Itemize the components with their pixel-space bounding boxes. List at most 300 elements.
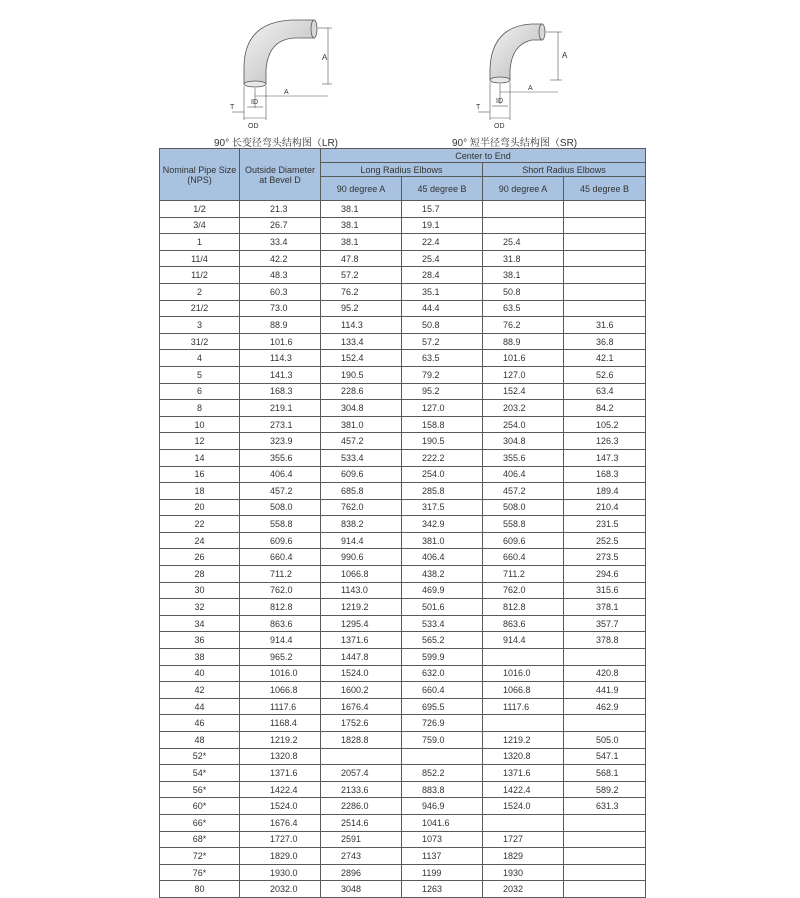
cell-sr-45: 315.6: [564, 582, 646, 599]
cell-outside-diameter: 406.4: [240, 466, 321, 483]
cell-outside-diameter: 73.0: [240, 300, 321, 317]
cell-nps: 54*: [160, 765, 240, 782]
table-row: [160, 483, 646, 500]
cell-outside-diameter: 1676.4: [240, 814, 321, 831]
cell-sr-90: 711.2: [483, 566, 564, 583]
cell-lr-45: 15.7: [402, 201, 483, 218]
cell-sr-45: 378.1: [564, 599, 646, 616]
cell-lr-45: 22.4: [402, 234, 483, 251]
cell-outside-diameter: 1727.0: [240, 831, 321, 848]
cell-sr-90: 812.8: [483, 599, 564, 616]
table-row: [160, 599, 646, 616]
table-row: [160, 615, 646, 632]
cell-lr-90: 2591: [321, 831, 402, 848]
cell-nps: 8: [160, 400, 240, 417]
cell-lr-45: 25.4: [402, 250, 483, 267]
cell-lr-45: 254.0: [402, 466, 483, 483]
cell-lr-90: 1752.6: [321, 715, 402, 732]
cell-lr-90: 609.6: [321, 466, 402, 483]
cell-lr-90: 1066.8: [321, 566, 402, 583]
cell-sr-45: 147.3: [564, 449, 646, 466]
cell-sr-45: 36.8: [564, 333, 646, 350]
cell-lr-45: 158.8: [402, 416, 483, 433]
table-row: [160, 217, 646, 234]
table-row: [160, 250, 646, 267]
cell-nps: 26: [160, 549, 240, 566]
cell-lr-90: 57.2: [321, 267, 402, 284]
cell-sr-90: 101.6: [483, 350, 564, 367]
cell-nps: 3: [160, 317, 240, 334]
cell-sr-90: 1371.6: [483, 765, 564, 782]
header-sr-45-degree: 45 degree B: [564, 177, 646, 201]
cell-sr-90: 31.8: [483, 250, 564, 267]
cell-sr-90: 1117.6: [483, 698, 564, 715]
dimension-id-label: ID: [251, 99, 258, 106]
cell-sr-90: 609.6: [483, 532, 564, 549]
cell-outside-diameter: 762.0: [240, 582, 321, 599]
cell-lr-45: 726.9: [402, 715, 483, 732]
cell-sr-45: 63.4: [564, 383, 646, 400]
cell-sr-45: 31.6: [564, 317, 646, 334]
cell-nps: 20: [160, 499, 240, 516]
cell-nps: 18: [160, 483, 240, 500]
cell-outside-diameter: 558.8: [240, 516, 321, 533]
table-row: [160, 449, 646, 466]
cell-lr-45: 1073: [402, 831, 483, 848]
cell-sr-90: 1219.2: [483, 732, 564, 749]
table-row: [160, 798, 646, 815]
cell-lr-45: 63.5: [402, 350, 483, 367]
cell-sr-45: 441.9: [564, 682, 646, 699]
cell-sr-45: [564, 234, 646, 251]
table-row: [160, 814, 646, 831]
cell-lr-45: 95.2: [402, 383, 483, 400]
cell-lr-45: 285.8: [402, 483, 483, 500]
cell-sr-90: [483, 715, 564, 732]
header-nps: Nominal Pipe Size (NPS): [160, 149, 240, 201]
cell-nps: 42: [160, 682, 240, 699]
cell-lr-90: 2743: [321, 848, 402, 865]
cell-lr-90: 133.4: [321, 333, 402, 350]
cell-sr-45: 462.9: [564, 698, 646, 715]
cell-outside-diameter: 1422.4: [240, 781, 321, 798]
cell-lr-45: 695.5: [402, 698, 483, 715]
cell-outside-diameter: 914.4: [240, 632, 321, 649]
cell-lr-45: [402, 748, 483, 765]
cell-outside-diameter: 609.6: [240, 532, 321, 549]
cell-outside-diameter: 33.4: [240, 234, 321, 251]
cell-lr-45: 406.4: [402, 549, 483, 566]
header-outside-diameter: Outside Diameter at Bevel D: [240, 149, 321, 201]
cell-sr-45: [564, 267, 646, 284]
cell-nps: 76*: [160, 864, 240, 881]
cell-nps: 46: [160, 715, 240, 732]
cell-outside-diameter: 2032.0: [240, 881, 321, 898]
cell-sr-90: 38.1: [483, 267, 564, 284]
cell-lr-45: 28.4: [402, 267, 483, 284]
cell-lr-45: 1263: [402, 881, 483, 898]
cell-sr-45: 210.4: [564, 499, 646, 516]
table-row: [160, 732, 646, 749]
sr-dimension-t-label: T: [476, 104, 481, 111]
sr-dimension-a-label: A: [562, 51, 568, 60]
cell-outside-diameter: 457.2: [240, 483, 321, 500]
dimension-a-bottom-label: A: [284, 89, 289, 96]
cell-lr-90: 95.2: [321, 300, 402, 317]
header-short-radius: Short Radius Elbows: [483, 163, 646, 177]
header-lr-45-degree: 45 degree B: [402, 177, 483, 201]
table-row: [160, 765, 646, 782]
cell-sr-45: [564, 283, 646, 300]
cell-sr-90: 63.5: [483, 300, 564, 317]
table-row: [160, 466, 646, 483]
table-row: [160, 366, 646, 383]
sr-dimension-od-label: OD: [494, 123, 505, 130]
cell-lr-90: 990.6: [321, 549, 402, 566]
cell-lr-90: 1600.2: [321, 682, 402, 699]
elbow-dimension-table: [159, 148, 646, 898]
cell-nps: 1/2: [160, 201, 240, 218]
table-row: [160, 317, 646, 334]
cell-outside-diameter: 114.3: [240, 350, 321, 367]
cell-lr-45: 1041.6: [402, 814, 483, 831]
cell-sr-45: 42.1: [564, 350, 646, 367]
table-row: [160, 416, 646, 433]
cell-lr-45: 1137: [402, 848, 483, 865]
table-row: [160, 300, 646, 317]
table-row: [160, 532, 646, 549]
cell-sr-90: 355.6: [483, 449, 564, 466]
cell-sr-90: [483, 814, 564, 831]
header-long-radius: Long Radius Elbows: [321, 163, 483, 177]
cell-sr-45: 505.0: [564, 732, 646, 749]
cell-sr-45: [564, 864, 646, 881]
cell-outside-diameter: 42.2: [240, 250, 321, 267]
cell-sr-45: [564, 201, 646, 218]
cell-lr-45: 79.2: [402, 366, 483, 383]
cell-lr-90: 38.1: [321, 201, 402, 218]
table-row: [160, 881, 646, 898]
cell-nps: 30: [160, 582, 240, 599]
cell-lr-45: 660.4: [402, 682, 483, 699]
cell-nps: 38: [160, 649, 240, 666]
cell-nps: 22: [160, 516, 240, 533]
cell-lr-90: 1828.8: [321, 732, 402, 749]
cell-lr-45: 759.0: [402, 732, 483, 749]
cell-lr-90: 1371.6: [321, 632, 402, 649]
cell-lr-45: 565.2: [402, 632, 483, 649]
cell-sr-90: 50.8: [483, 283, 564, 300]
table-row: [160, 333, 646, 350]
cell-nps: 32: [160, 599, 240, 616]
cell-nps: 28: [160, 566, 240, 583]
table-row: [160, 516, 646, 533]
cell-sr-90: 457.2: [483, 483, 564, 500]
cell-sr-90: 127.0: [483, 366, 564, 383]
table-row: [160, 400, 646, 417]
cell-outside-diameter: 355.6: [240, 449, 321, 466]
cell-outside-diameter: 60.3: [240, 283, 321, 300]
table-row: [160, 234, 646, 251]
cell-outside-diameter: 88.9: [240, 317, 321, 334]
cell-sr-45: [564, 848, 646, 865]
cell-lr-90: 1295.4: [321, 615, 402, 632]
cell-lr-90: 1524.0: [321, 665, 402, 682]
cell-sr-45: 547.1: [564, 748, 646, 765]
table-row: [160, 383, 646, 400]
table-row: [160, 549, 646, 566]
long-radius-elbow-drawing: [222, 8, 352, 132]
table-row: [160, 848, 646, 865]
header-lr-90-degree: 90 degree A: [321, 177, 402, 201]
cell-nps: 80: [160, 881, 240, 898]
cell-outside-diameter: 323.9: [240, 433, 321, 450]
cell-sr-90: 152.4: [483, 383, 564, 400]
cell-nps: 5: [160, 366, 240, 383]
table-row: [160, 632, 646, 649]
cell-lr-45: 317.5: [402, 499, 483, 516]
cell-nps: 10: [160, 416, 240, 433]
cell-sr-90: 1930: [483, 864, 564, 881]
cell-lr-90: 685.8: [321, 483, 402, 500]
table-row: [160, 283, 646, 300]
table-row: [160, 582, 646, 599]
cell-lr-45: 35.1: [402, 283, 483, 300]
cell-sr-90: 508.0: [483, 499, 564, 516]
cell-sr-45: 568.1: [564, 765, 646, 782]
cell-sr-45: [564, 814, 646, 831]
dimension-od-label: OD: [248, 123, 259, 130]
cell-lr-45: 127.0: [402, 400, 483, 417]
table-row: [160, 715, 646, 732]
cell-nps: 60*: [160, 798, 240, 815]
cell-sr-90: [483, 201, 564, 218]
cell-lr-90: 152.4: [321, 350, 402, 367]
cell-outside-diameter: 1117.6: [240, 698, 321, 715]
cell-lr-90: 2286.0: [321, 798, 402, 815]
cell-nps: 16: [160, 466, 240, 483]
cell-sr-45: 189.4: [564, 483, 646, 500]
cell-sr-90: 1727: [483, 831, 564, 848]
cell-sr-90: 203.2: [483, 400, 564, 417]
cell-nps: 11/2: [160, 267, 240, 284]
short-radius-elbow-diagram: [470, 8, 580, 137]
cell-lr-90: 914.4: [321, 532, 402, 549]
cell-outside-diameter: 273.1: [240, 416, 321, 433]
cell-outside-diameter: 863.6: [240, 615, 321, 632]
cell-lr-90: 76.2: [321, 283, 402, 300]
cell-outside-diameter: 660.4: [240, 549, 321, 566]
cell-sr-90: 558.8: [483, 516, 564, 533]
cell-sr-90: 660.4: [483, 549, 564, 566]
cell-lr-90: 38.1: [321, 217, 402, 234]
cell-sr-90: 762.0: [483, 582, 564, 599]
table-row: [160, 682, 646, 699]
cell-sr-45: [564, 715, 646, 732]
cell-nps: 48: [160, 732, 240, 749]
cell-lr-45: 883.8: [402, 781, 483, 798]
cell-outside-diameter: 1371.6: [240, 765, 321, 782]
cell-sr-90: [483, 649, 564, 666]
cell-outside-diameter: 1524.0: [240, 798, 321, 815]
cell-sr-45: 126.3: [564, 433, 646, 450]
cell-nps: 11/4: [160, 250, 240, 267]
cell-lr-90: 47.8: [321, 250, 402, 267]
cell-sr-45: 84.2: [564, 400, 646, 417]
cell-nps: 44: [160, 698, 240, 715]
cell-sr-45: 294.6: [564, 566, 646, 583]
cell-outside-diameter: 219.1: [240, 400, 321, 417]
cell-outside-diameter: 1930.0: [240, 864, 321, 881]
cell-sr-45: [564, 831, 646, 848]
long-radius-caption: 90° 长变径弯头结构图（LR): [214, 138, 339, 149]
table-row: [160, 665, 646, 682]
cell-sr-90: 304.8: [483, 433, 564, 450]
cell-sr-90: 254.0: [483, 416, 564, 433]
table-row: [160, 748, 646, 765]
cell-lr-90: 38.1: [321, 234, 402, 251]
short-radius-caption: 90° 短半径弯头结构图（SR): [452, 138, 578, 149]
cell-lr-90: 533.4: [321, 449, 402, 466]
cell-lr-90: 838.2: [321, 516, 402, 533]
cell-sr-45: 420.8: [564, 665, 646, 682]
dimension-a-label: A: [322, 53, 328, 62]
table-row: [160, 267, 646, 284]
table-row: [160, 698, 646, 715]
cell-lr-45: 190.5: [402, 433, 483, 450]
cell-lr-90: 2896: [321, 864, 402, 881]
cell-lr-90: 457.2: [321, 433, 402, 450]
cell-lr-90: 228.6: [321, 383, 402, 400]
cell-outside-diameter: 1016.0: [240, 665, 321, 682]
cell-sr-45: 105.2: [564, 416, 646, 433]
cell-lr-90: 304.8: [321, 400, 402, 417]
cell-sr-45: 631.3: [564, 798, 646, 815]
table-row: [160, 433, 646, 450]
table-row: [160, 350, 646, 367]
sr-dimension-a-bottom-label: A: [528, 85, 533, 92]
cell-lr-90: 2514.6: [321, 814, 402, 831]
dimension-t-label: T: [230, 104, 235, 111]
cell-sr-90: [483, 217, 564, 234]
cell-outside-diameter: 711.2: [240, 566, 321, 583]
cell-sr-45: 231.5: [564, 516, 646, 533]
cell-outside-diameter: 1066.8: [240, 682, 321, 699]
cell-sr-45: 378.8: [564, 632, 646, 649]
cell-lr-90: 2133.6: [321, 781, 402, 798]
cell-nps: 24: [160, 532, 240, 549]
cell-sr-45: [564, 881, 646, 898]
short-radius-elbow-drawing: [470, 8, 580, 132]
cell-nps: 2: [160, 283, 240, 300]
cell-sr-90: 406.4: [483, 466, 564, 483]
cell-lr-90: 1219.2: [321, 599, 402, 616]
cell-lr-90: 1676.4: [321, 698, 402, 715]
table-row: [160, 781, 646, 798]
cell-lr-45: 599.9: [402, 649, 483, 666]
cell-lr-90: 190.5: [321, 366, 402, 383]
cell-nps: 36: [160, 632, 240, 649]
cell-sr-90: 76.2: [483, 317, 564, 334]
cell-outside-diameter: 965.2: [240, 649, 321, 666]
cell-outside-diameter: 141.3: [240, 366, 321, 383]
cell-lr-90: 3048: [321, 881, 402, 898]
cell-outside-diameter: 48.3: [240, 267, 321, 284]
table-row: [160, 864, 646, 881]
cell-sr-90: 1320.8: [483, 748, 564, 765]
cell-sr-45: 252.5: [564, 532, 646, 549]
table-body: [160, 201, 646, 898]
cell-lr-90: 1143.0: [321, 582, 402, 599]
table-row: [160, 201, 646, 218]
cell-lr-45: 222.2: [402, 449, 483, 466]
cell-outside-diameter: 508.0: [240, 499, 321, 516]
cell-sr-90: 1829: [483, 848, 564, 865]
cell-nps: 1: [160, 234, 240, 251]
cell-lr-90: 114.3: [321, 317, 402, 334]
cell-outside-diameter: 26.7: [240, 217, 321, 234]
cell-sr-45: [564, 217, 646, 234]
table-row: [160, 566, 646, 583]
cell-sr-90: 914.4: [483, 632, 564, 649]
cell-sr-45: 589.2: [564, 781, 646, 798]
cell-outside-diameter: 101.6: [240, 333, 321, 350]
cell-sr-90: 1422.4: [483, 781, 564, 798]
cell-nps: 40: [160, 665, 240, 682]
cell-lr-45: 381.0: [402, 532, 483, 549]
table-row: [160, 649, 646, 666]
cell-lr-45: 19.1: [402, 217, 483, 234]
cell-nps: 4: [160, 350, 240, 367]
cell-lr-90: 1447.8: [321, 649, 402, 666]
cell-lr-45: 1199: [402, 864, 483, 881]
cell-nps: 56*: [160, 781, 240, 798]
cell-lr-90: [321, 748, 402, 765]
cell-lr-45: 44.4: [402, 300, 483, 317]
cell-nps: 72*: [160, 848, 240, 865]
cell-sr-90: 25.4: [483, 234, 564, 251]
cell-sr-45: [564, 250, 646, 267]
table-row: [160, 499, 646, 516]
cell-outside-diameter: 812.8: [240, 599, 321, 616]
header-sr-90-degree: 90 degree A: [483, 177, 564, 201]
cell-nps: 31/2: [160, 333, 240, 350]
cell-nps: 68*: [160, 831, 240, 848]
cell-lr-45: 852.2: [402, 765, 483, 782]
cell-nps: 66*: [160, 814, 240, 831]
cell-nps: 34: [160, 615, 240, 632]
cell-lr-45: 342.9: [402, 516, 483, 533]
cell-nps: 52*: [160, 748, 240, 765]
cell-nps: 6: [160, 383, 240, 400]
header-center-to-end: Center to End: [321, 149, 646, 163]
cell-sr-90: 88.9: [483, 333, 564, 350]
cell-lr-45: 438.2: [402, 566, 483, 583]
cell-sr-45: [564, 649, 646, 666]
cell-nps: 12: [160, 433, 240, 450]
cell-lr-45: 946.9: [402, 798, 483, 815]
cell-sr-90: 2032: [483, 881, 564, 898]
cell-sr-90: 863.6: [483, 615, 564, 632]
table-row: [160, 831, 646, 848]
cell-sr-45: 52.6: [564, 366, 646, 383]
cell-lr-90: 762.0: [321, 499, 402, 516]
cell-lr-90: 381.0: [321, 416, 402, 433]
cell-nps: 14: [160, 449, 240, 466]
cell-lr-90: 2057.4: [321, 765, 402, 782]
cell-sr-90: 1524.0: [483, 798, 564, 815]
cell-lr-45: 50.8: [402, 317, 483, 334]
